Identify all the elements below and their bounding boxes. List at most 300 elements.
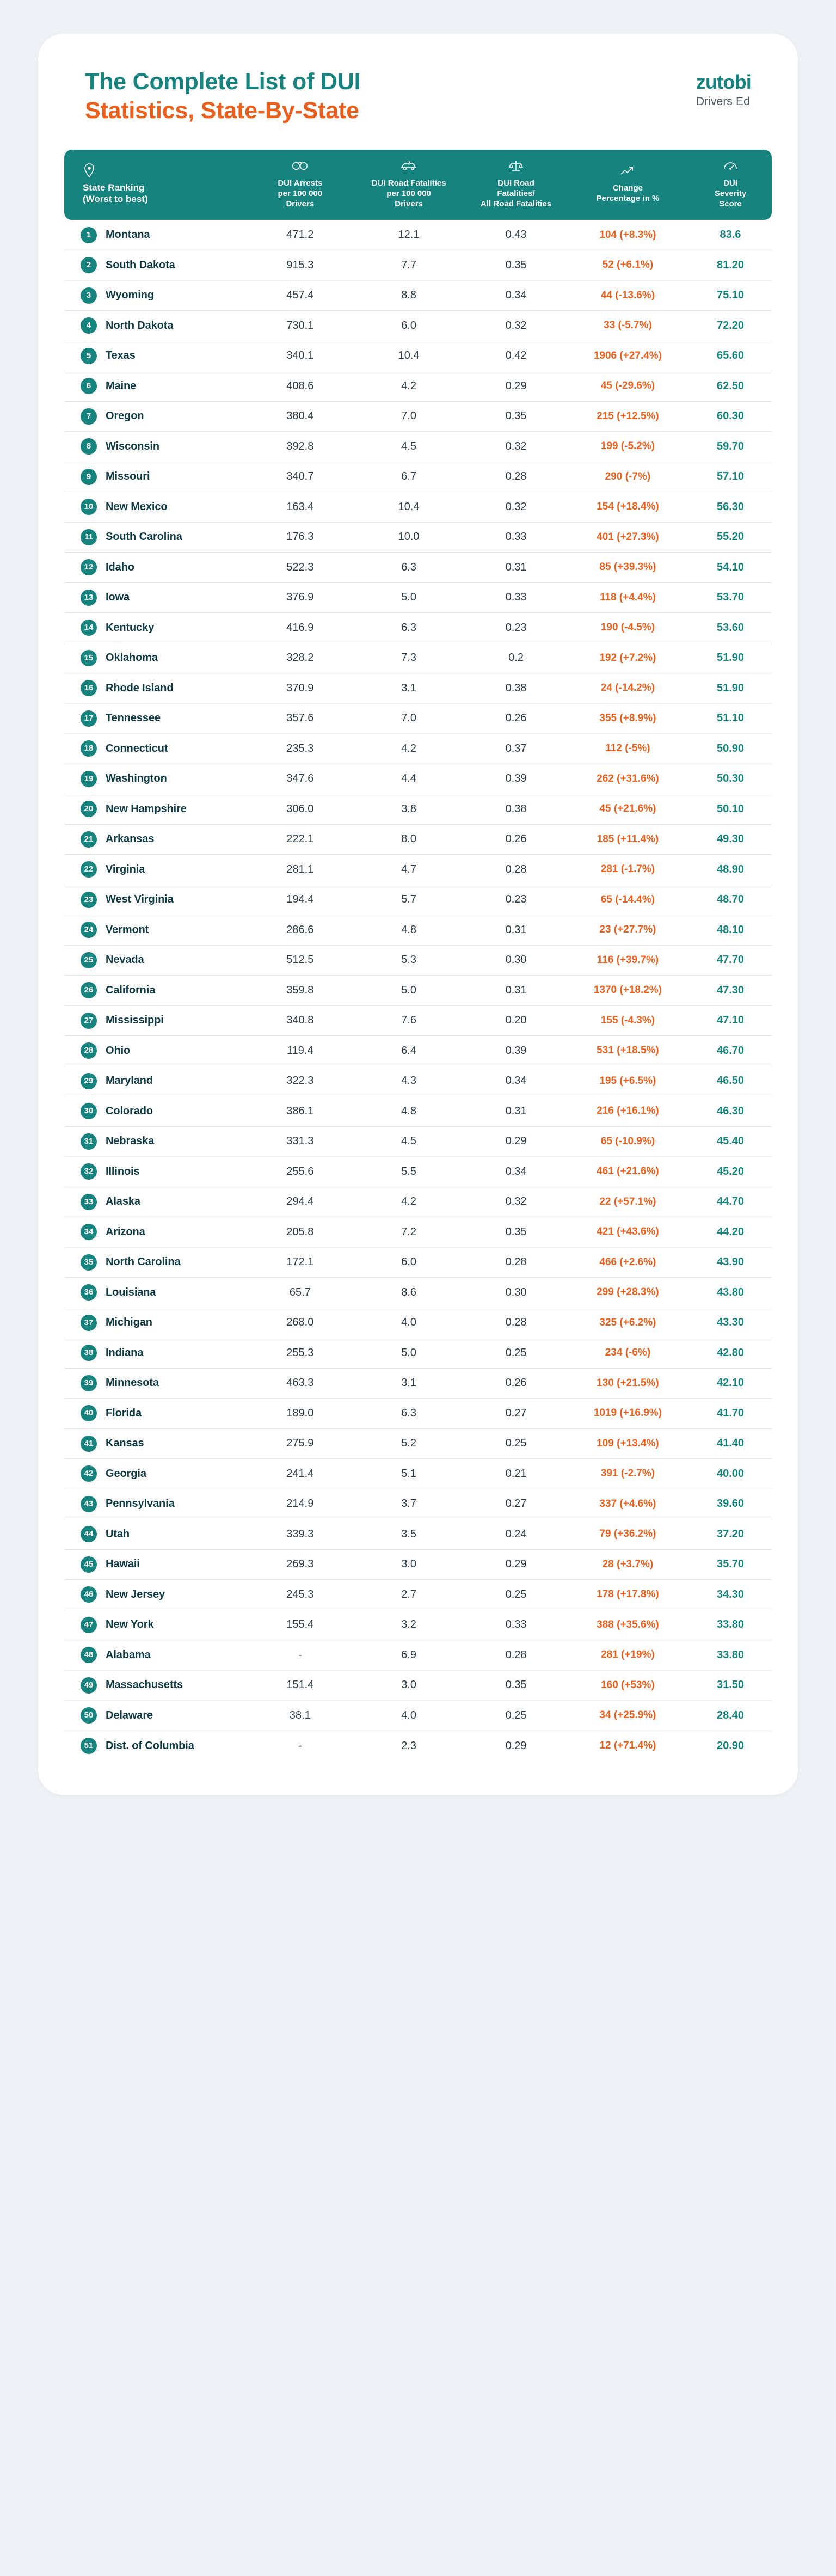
cell-fatality-ratio: 0.28 bbox=[465, 1247, 567, 1278]
cell-change-percentage: 160 (+53%) bbox=[567, 1670, 689, 1701]
state-name: Delaware bbox=[106, 1709, 153, 1721]
state-name: Maine bbox=[106, 379, 137, 392]
cell-dui-severity-score: 49.30 bbox=[689, 824, 772, 855]
cell-state-ranking bbox=[64, 341, 248, 371]
rank-badge: 21 bbox=[81, 831, 97, 848]
cell-change-percentage: 234 (-6%) bbox=[567, 1338, 689, 1369]
cell-dui-severity-score: 51.90 bbox=[689, 643, 772, 673]
cell-fatality-ratio: 0.23 bbox=[465, 885, 567, 915]
cell-state-ranking bbox=[64, 220, 248, 250]
cell-fatality-ratio: 0.24 bbox=[465, 1519, 567, 1550]
cell-state-ranking bbox=[64, 492, 248, 523]
cell-dui-road-fatalities: 8.8 bbox=[352, 280, 465, 311]
table-row bbox=[64, 1701, 772, 1731]
cell-change-percentage: 325 (+6.2%) bbox=[567, 1308, 689, 1338]
gauge-icon bbox=[692, 160, 769, 174]
cell-state-ranking bbox=[64, 915, 248, 946]
cell-change-percentage: 45 (-29.6%) bbox=[567, 371, 689, 402]
rank-badge: 19 bbox=[81, 771, 97, 787]
cell-state-ranking bbox=[64, 1187, 248, 1217]
cell-dui-severity-score: 45.20 bbox=[689, 1157, 772, 1187]
cell-dui-severity-score: 47.70 bbox=[689, 945, 772, 976]
cell-change-percentage: 185 (+11.4%) bbox=[567, 824, 689, 855]
state-name: Nebraska bbox=[106, 1135, 155, 1148]
cell-change-percentage: 190 (-4.5%) bbox=[567, 613, 689, 643]
cell-dui-road-fatalities: 10.4 bbox=[352, 492, 465, 523]
cell-state-ranking bbox=[64, 1459, 248, 1489]
cell-fatality-ratio: 0.29 bbox=[465, 1549, 567, 1580]
cell-change-percentage: 104 (+8.3%) bbox=[567, 220, 689, 250]
table-row bbox=[64, 432, 772, 462]
cell-change-percentage: 65 (-14.4%) bbox=[567, 885, 689, 915]
cell-change-percentage: 262 (+31.6%) bbox=[567, 764, 689, 794]
state-name: North Dakota bbox=[106, 319, 174, 332]
state-name: Pennsylvania bbox=[106, 1498, 175, 1510]
table-row bbox=[64, 1278, 772, 1308]
table-row bbox=[64, 1731, 772, 1761]
state-name: Hawaii bbox=[106, 1558, 140, 1571]
cell-fatality-ratio: 0.42 bbox=[465, 341, 567, 371]
cell-dui-severity-score: 42.80 bbox=[689, 1338, 772, 1369]
cell-dui-road-fatalities: 6.3 bbox=[352, 553, 465, 583]
cell-dui-road-fatalities: 4.4 bbox=[352, 764, 465, 794]
table-row bbox=[64, 1036, 772, 1066]
cell-dui-severity-score: 51.10 bbox=[689, 703, 772, 734]
table-row bbox=[64, 553, 772, 583]
table-row bbox=[64, 462, 772, 492]
state-name: Georgia bbox=[106, 1467, 146, 1480]
cell-dui-severity-score: 46.70 bbox=[689, 1036, 772, 1066]
cell-dui-severity-score: 43.80 bbox=[689, 1278, 772, 1308]
cell-dui-severity-score: 43.90 bbox=[689, 1247, 772, 1278]
rank-badge: 35 bbox=[81, 1254, 97, 1271]
rank-badge: 5 bbox=[81, 348, 97, 364]
cell-change-percentage: 1370 (+18.2%) bbox=[567, 976, 689, 1006]
cell-dui-road-fatalities: 6.9 bbox=[352, 1640, 465, 1671]
brand-tagline: Drivers Ed bbox=[696, 95, 750, 108]
state-name: Wyoming bbox=[106, 289, 154, 302]
cell-dui-road-fatalities: 6.0 bbox=[352, 311, 465, 341]
cell-fatality-ratio: 0.38 bbox=[465, 794, 567, 825]
cell-state-ranking bbox=[64, 432, 248, 462]
cell-state-ranking bbox=[64, 885, 248, 915]
table-row bbox=[64, 1549, 772, 1580]
cell-state-ranking bbox=[64, 794, 248, 825]
rank-badge: 3 bbox=[81, 287, 97, 304]
state-name: Illinois bbox=[106, 1165, 140, 1177]
cell-dui-road-fatalities: 2.7 bbox=[352, 1580, 465, 1610]
rank-badge: 31 bbox=[81, 1133, 97, 1150]
cell-dui-arrests: 235.3 bbox=[248, 734, 352, 764]
cell-state-ranking bbox=[64, 1399, 248, 1429]
table-row bbox=[64, 1489, 772, 1519]
table-row bbox=[64, 1096, 772, 1127]
table-row bbox=[64, 1459, 772, 1489]
cell-fatality-ratio: 0.28 bbox=[465, 1640, 567, 1671]
state-name: Tennessee bbox=[106, 712, 161, 725]
cell-dui-severity-score: 54.10 bbox=[689, 553, 772, 583]
cell-dui-arrests: 189.0 bbox=[248, 1399, 352, 1429]
rank-badge: 37 bbox=[81, 1315, 97, 1331]
cell-dui-road-fatalities: 5.0 bbox=[352, 582, 465, 613]
cell-dui-road-fatalities: 4.8 bbox=[352, 915, 465, 946]
state-name: Connecticut bbox=[106, 742, 168, 755]
cell-dui-severity-score: 45.40 bbox=[689, 1126, 772, 1157]
table-body bbox=[64, 220, 772, 1761]
cell-dui-severity-score: 48.70 bbox=[689, 885, 772, 915]
cell-state-ranking bbox=[64, 1036, 248, 1066]
cell-dui-road-fatalities: 4.0 bbox=[352, 1701, 465, 1731]
cell-state-ranking bbox=[64, 1610, 248, 1640]
cell-dui-severity-score: 44.70 bbox=[689, 1187, 772, 1217]
state-name: New York bbox=[106, 1618, 154, 1631]
cell-dui-arrests: 915.3 bbox=[248, 250, 352, 281]
rank-badge: 4 bbox=[81, 317, 97, 334]
cell-dui-road-fatalities: 3.1 bbox=[352, 673, 465, 704]
cell-fatality-ratio: 0.43 bbox=[465, 220, 567, 250]
cell-state-ranking bbox=[64, 553, 248, 583]
rank-badge: 29 bbox=[81, 1073, 97, 1089]
cell-fatality-ratio: 0.33 bbox=[465, 582, 567, 613]
cell-dui-arrests: 214.9 bbox=[248, 1489, 352, 1519]
table-row bbox=[64, 220, 772, 250]
cell-fatality-ratio: 0.32 bbox=[465, 492, 567, 523]
cell-change-percentage: 154 (+18.4%) bbox=[567, 492, 689, 523]
cell-fatality-ratio: 0.28 bbox=[465, 855, 567, 885]
state-name: Indiana bbox=[106, 1346, 144, 1359]
content-card bbox=[38, 34, 798, 1795]
cell-change-percentage: 421 (+43.6%) bbox=[567, 1217, 689, 1248]
cell-dui-severity-score: 33.80 bbox=[689, 1640, 772, 1671]
state-name: Michigan bbox=[106, 1316, 152, 1329]
cell-dui-road-fatalities: 4.5 bbox=[352, 432, 465, 462]
cell-dui-road-fatalities: 3.0 bbox=[352, 1670, 465, 1701]
table-row bbox=[64, 945, 772, 976]
cell-dui-road-fatalities: 10.0 bbox=[352, 522, 465, 553]
cell-change-percentage: 281 (+19%) bbox=[567, 1640, 689, 1671]
location-pin-icon bbox=[83, 163, 245, 177]
rank-badge: 17 bbox=[81, 710, 97, 727]
cell-dui-arrests: 322.3 bbox=[248, 1066, 352, 1096]
cell-dui-road-fatalities: 3.8 bbox=[352, 794, 465, 825]
cell-dui-arrests: 163.4 bbox=[248, 492, 352, 523]
state-name: Kentucky bbox=[106, 621, 155, 634]
state-name: Minnesota bbox=[106, 1377, 159, 1389]
state-name: Kansas bbox=[106, 1437, 144, 1450]
cell-dui-arrests: 370.9 bbox=[248, 673, 352, 704]
cell-change-percentage: 290 (-7%) bbox=[567, 462, 689, 492]
cell-fatality-ratio: 0.25 bbox=[465, 1428, 567, 1459]
cell-fatality-ratio: 0.39 bbox=[465, 1036, 567, 1066]
dui-statistics-table bbox=[64, 150, 772, 1761]
cell-fatality-ratio: 0.32 bbox=[465, 1187, 567, 1217]
cell-dui-road-fatalities: 7.3 bbox=[352, 643, 465, 673]
table-row bbox=[64, 1187, 772, 1217]
cell-state-ranking bbox=[64, 976, 248, 1006]
column-header-dui-arrests bbox=[248, 150, 352, 220]
cell-fatality-ratio: 0.26 bbox=[465, 703, 567, 734]
cell-change-percentage: 216 (+16.1%) bbox=[567, 1096, 689, 1127]
cell-state-ranking bbox=[64, 1701, 248, 1731]
cell-dui-road-fatalities: 7.2 bbox=[352, 1217, 465, 1248]
cell-change-percentage: 178 (+17.8%) bbox=[567, 1580, 689, 1610]
cell-dui-arrests: 205.8 bbox=[248, 1217, 352, 1248]
cell-fatality-ratio: 0.38 bbox=[465, 673, 567, 704]
rank-badge: 9 bbox=[81, 469, 97, 485]
table-row bbox=[64, 582, 772, 613]
rank-badge: 11 bbox=[81, 529, 97, 545]
rank-badge: 44 bbox=[81, 1526, 97, 1542]
column-header-dui-road-fatalities-label: DUI Road Fatalities per 100 000 Drivers bbox=[371, 178, 446, 208]
cell-dui-arrests: 286.6 bbox=[248, 915, 352, 946]
cell-fatality-ratio: 0.35 bbox=[465, 1670, 567, 1701]
cell-state-ranking bbox=[64, 462, 248, 492]
cell-fatality-ratio: 0.2 bbox=[465, 643, 567, 673]
table-header-row bbox=[64, 150, 772, 220]
cell-dui-severity-score: 59.70 bbox=[689, 432, 772, 462]
cell-dui-road-fatalities: 5.1 bbox=[352, 1459, 465, 1489]
state-name: Oregon bbox=[106, 410, 144, 422]
state-name: Oklahoma bbox=[106, 652, 158, 664]
cell-change-percentage: 65 (-10.9%) bbox=[567, 1126, 689, 1157]
state-name: Nevada bbox=[106, 954, 144, 966]
cell-dui-road-fatalities: 4.0 bbox=[352, 1308, 465, 1338]
state-name: Alabama bbox=[106, 1648, 151, 1661]
cell-dui-severity-score: 53.60 bbox=[689, 613, 772, 643]
table-row bbox=[64, 341, 772, 371]
cell-dui-arrests: 340.7 bbox=[248, 462, 352, 492]
cell-dui-severity-score: 41.70 bbox=[689, 1399, 772, 1429]
cell-dui-road-fatalities: 5.5 bbox=[352, 1157, 465, 1187]
cell-dui-arrests: 255.3 bbox=[248, 1338, 352, 1369]
cell-dui-severity-score: 60.30 bbox=[689, 401, 772, 432]
cell-state-ranking bbox=[64, 734, 248, 764]
cell-dui-road-fatalities: 3.2 bbox=[352, 1610, 465, 1640]
cell-dui-severity-score: 81.20 bbox=[689, 250, 772, 281]
cell-dui-arrests: 269.3 bbox=[248, 1549, 352, 1580]
cell-dui-severity-score: 48.10 bbox=[689, 915, 772, 946]
cell-dui-severity-score: 35.70 bbox=[689, 1549, 772, 1580]
table-row bbox=[64, 915, 772, 946]
cell-state-ranking bbox=[64, 613, 248, 643]
table-row bbox=[64, 734, 772, 764]
cell-fatality-ratio: 0.30 bbox=[465, 1278, 567, 1308]
rank-badge: 38 bbox=[81, 1345, 97, 1361]
cell-state-ranking bbox=[64, 1278, 248, 1308]
cell-fatality-ratio: 0.23 bbox=[465, 613, 567, 643]
column-header-fatality-ratio bbox=[465, 150, 567, 220]
cell-fatality-ratio: 0.27 bbox=[465, 1399, 567, 1429]
table-row bbox=[64, 1157, 772, 1187]
cell-dui-road-fatalities: 3.0 bbox=[352, 1549, 465, 1580]
cell-state-ranking bbox=[64, 1368, 248, 1399]
cell-dui-road-fatalities: 4.7 bbox=[352, 855, 465, 885]
rank-badge: 24 bbox=[81, 922, 97, 938]
cell-dui-road-fatalities: 4.5 bbox=[352, 1126, 465, 1157]
cell-fatality-ratio: 0.21 bbox=[465, 1459, 567, 1489]
car-crash-icon bbox=[355, 160, 462, 174]
cell-change-percentage: 79 (+36.2%) bbox=[567, 1519, 689, 1550]
cell-dui-road-fatalities: 6.0 bbox=[352, 1247, 465, 1278]
cell-dui-arrests: 340.1 bbox=[248, 341, 352, 371]
cell-dui-arrests: 328.2 bbox=[248, 643, 352, 673]
page-title bbox=[85, 68, 360, 126]
cell-fatality-ratio: 0.37 bbox=[465, 734, 567, 764]
cell-change-percentage: 1019 (+16.9%) bbox=[567, 1399, 689, 1429]
cell-dui-severity-score: 34.30 bbox=[689, 1580, 772, 1610]
cell-dui-arrests: 176.3 bbox=[248, 522, 352, 553]
cell-fatality-ratio: 0.25 bbox=[465, 1338, 567, 1369]
state-name: California bbox=[106, 984, 156, 996]
cell-state-ranking bbox=[64, 250, 248, 281]
cell-fatality-ratio: 0.35 bbox=[465, 250, 567, 281]
handcuffs-icon bbox=[251, 160, 349, 174]
state-name: Utah bbox=[106, 1528, 130, 1540]
cell-dui-severity-score: 50.90 bbox=[689, 734, 772, 764]
rank-badge: 40 bbox=[81, 1405, 97, 1421]
state-name: Dist. of Columbia bbox=[106, 1739, 194, 1752]
state-name: Vermont bbox=[106, 923, 149, 936]
cell-state-ranking bbox=[64, 1005, 248, 1036]
cell-fatality-ratio: 0.29 bbox=[505, 1739, 527, 1752]
cell-dui-arrests: 730.1 bbox=[248, 311, 352, 341]
table-row bbox=[64, 1428, 772, 1459]
rank-badge: 46 bbox=[81, 1586, 97, 1603]
cell-dui-arrests: 241.4 bbox=[248, 1459, 352, 1489]
rank-badge: 45 bbox=[81, 1556, 97, 1573]
cell-change-percentage: 391 (-2.7%) bbox=[567, 1459, 689, 1489]
column-header-change-percentage bbox=[567, 150, 689, 220]
cell-state-ranking bbox=[64, 1670, 248, 1701]
cell-change-percentage: 199 (-5.2%) bbox=[567, 432, 689, 462]
cell-dui-severity-score: 41.40 bbox=[689, 1428, 772, 1459]
cell-dui-arrests: 408.6 bbox=[248, 371, 352, 402]
cell-dui-severity-score: 62.50 bbox=[689, 371, 772, 402]
column-header-fatality-ratio-label: DUI Road Fatalities/ All Road Fatalities bbox=[481, 178, 552, 208]
cell-change-percentage: 195 (+6.5%) bbox=[567, 1066, 689, 1096]
cell-change-percentage: 299 (+28.3%) bbox=[567, 1278, 689, 1308]
cell-change-percentage: 130 (+21.5%) bbox=[567, 1368, 689, 1399]
cell-change-percentage: 466 (+2.6%) bbox=[567, 1247, 689, 1278]
cell-dui-arrests: 294.4 bbox=[248, 1187, 352, 1217]
cell-dui-arrests: 38.1 bbox=[248, 1701, 352, 1731]
cell-state-ranking bbox=[64, 1096, 248, 1127]
brand-name: zutobi bbox=[696, 71, 751, 93]
cell-fatality-ratio: 0.33 bbox=[465, 1610, 567, 1640]
cell-fatality-ratio: 0.25 bbox=[465, 1580, 567, 1610]
table-row bbox=[64, 1368, 772, 1399]
state-name: Louisiana bbox=[106, 1286, 156, 1298]
cell-fatality-ratio: 0.34 bbox=[465, 1066, 567, 1096]
cell-change-percentage: 355 (+8.9%) bbox=[567, 703, 689, 734]
cell-dui-arrests: 522.3 bbox=[248, 553, 352, 583]
cell-dui-road-fatalities: 6.4 bbox=[352, 1036, 465, 1066]
cell-change-percentage: 12 (+71.4%) bbox=[599, 1740, 656, 1752]
cell-change-percentage: 337 (+4.6%) bbox=[567, 1489, 689, 1519]
table-row bbox=[64, 855, 772, 885]
table-row bbox=[64, 673, 772, 704]
cell-fatality-ratio: 0.31 bbox=[465, 553, 567, 583]
cell-change-percentage: 44 (-13.6%) bbox=[567, 280, 689, 311]
cell-dui-road-fatalities: 7.0 bbox=[352, 703, 465, 734]
cell-dui-road-fatalities: 4.2 bbox=[352, 371, 465, 402]
cell-fatality-ratio: 0.26 bbox=[465, 1368, 567, 1399]
scales-icon bbox=[469, 160, 563, 174]
state-name: Texas bbox=[106, 349, 136, 362]
cell-change-percentage: 34 (+25.9%) bbox=[567, 1701, 689, 1731]
cell-dui-severity-score: 28.40 bbox=[689, 1701, 772, 1731]
table-row bbox=[64, 250, 772, 281]
column-header-change-percentage-label: Change Percentage in % bbox=[596, 183, 660, 204]
table-row bbox=[64, 613, 772, 643]
cell-dui-road-fatalities: 5.7 bbox=[352, 885, 465, 915]
cell-dui-road-fatalities: 5.2 bbox=[352, 1428, 465, 1459]
column-header-state-ranking bbox=[64, 150, 248, 220]
table-row bbox=[64, 824, 772, 855]
cell-dui-severity-score: 42.10 bbox=[689, 1368, 772, 1399]
state-name: South Carolina bbox=[106, 531, 182, 543]
table-row bbox=[64, 1519, 772, 1550]
table-row bbox=[64, 1066, 772, 1096]
rank-badge: 43 bbox=[81, 1496, 97, 1512]
cell-fatality-ratio: 0.31 bbox=[465, 976, 567, 1006]
column-header-dui-road-fatalities bbox=[352, 150, 465, 220]
table-row bbox=[64, 371, 772, 402]
rank-badge: 50 bbox=[81, 1707, 97, 1724]
cell-change-percentage: 45 (+21.6%) bbox=[567, 794, 689, 825]
cell-dui-severity-score: 51.90 bbox=[689, 673, 772, 704]
cell-dui-arrests: 392.8 bbox=[248, 432, 352, 462]
cell-dui-severity-score: 83.6 bbox=[689, 220, 772, 250]
cell-dui-arrests: 380.4 bbox=[248, 401, 352, 432]
cell-dui-arrests: 331.3 bbox=[248, 1126, 352, 1157]
cell-dui-arrests: 268.0 bbox=[248, 1308, 352, 1338]
chart-up-icon bbox=[570, 164, 686, 179]
cell-dui-arrests: 357.6 bbox=[248, 703, 352, 734]
table-row bbox=[64, 280, 772, 311]
cell-dui-severity-score: 50.30 bbox=[689, 764, 772, 794]
cell-dui-severity-score: 46.30 bbox=[689, 1096, 772, 1127]
rank-badge: 30 bbox=[81, 1103, 97, 1119]
cell-dui-road-fatalities: 8.0 bbox=[352, 824, 465, 855]
cell-fatality-ratio: 0.29 bbox=[465, 371, 567, 402]
table-row bbox=[64, 401, 772, 432]
cell-change-percentage: 85 (+39.3%) bbox=[567, 553, 689, 583]
cell-fatality-ratio: 0.34 bbox=[465, 1157, 567, 1187]
cell-change-percentage: 531 (+18.5%) bbox=[567, 1036, 689, 1066]
rank-badge: 27 bbox=[81, 1013, 97, 1029]
cell-state-ranking bbox=[64, 1126, 248, 1157]
cell-change-percentage: 215 (+12.5%) bbox=[567, 401, 689, 432]
table-row bbox=[64, 1580, 772, 1610]
cell-fatality-ratio: 0.34 bbox=[465, 280, 567, 311]
state-name: Mississippi bbox=[106, 1014, 164, 1027]
state-name: Arizona bbox=[106, 1225, 145, 1238]
cell-dui-arrests: - bbox=[298, 1739, 302, 1752]
state-name: West Virginia bbox=[106, 893, 174, 906]
state-name: Iowa bbox=[106, 591, 130, 604]
rank-badge: 8 bbox=[81, 438, 97, 455]
cell-state-ranking bbox=[64, 673, 248, 704]
cell-dui-severity-score: 65.60 bbox=[689, 341, 772, 371]
state-name: New Hampshire bbox=[106, 802, 187, 815]
cell-dui-severity-score: 46.50 bbox=[689, 1066, 772, 1096]
cell-change-percentage: 24 (-14.2%) bbox=[567, 673, 689, 704]
cell-fatality-ratio: 0.29 bbox=[465, 1126, 567, 1157]
rank-badge: 32 bbox=[81, 1163, 97, 1180]
cell-dui-severity-score: 40.00 bbox=[689, 1459, 772, 1489]
cell-fatality-ratio: 0.28 bbox=[465, 462, 567, 492]
